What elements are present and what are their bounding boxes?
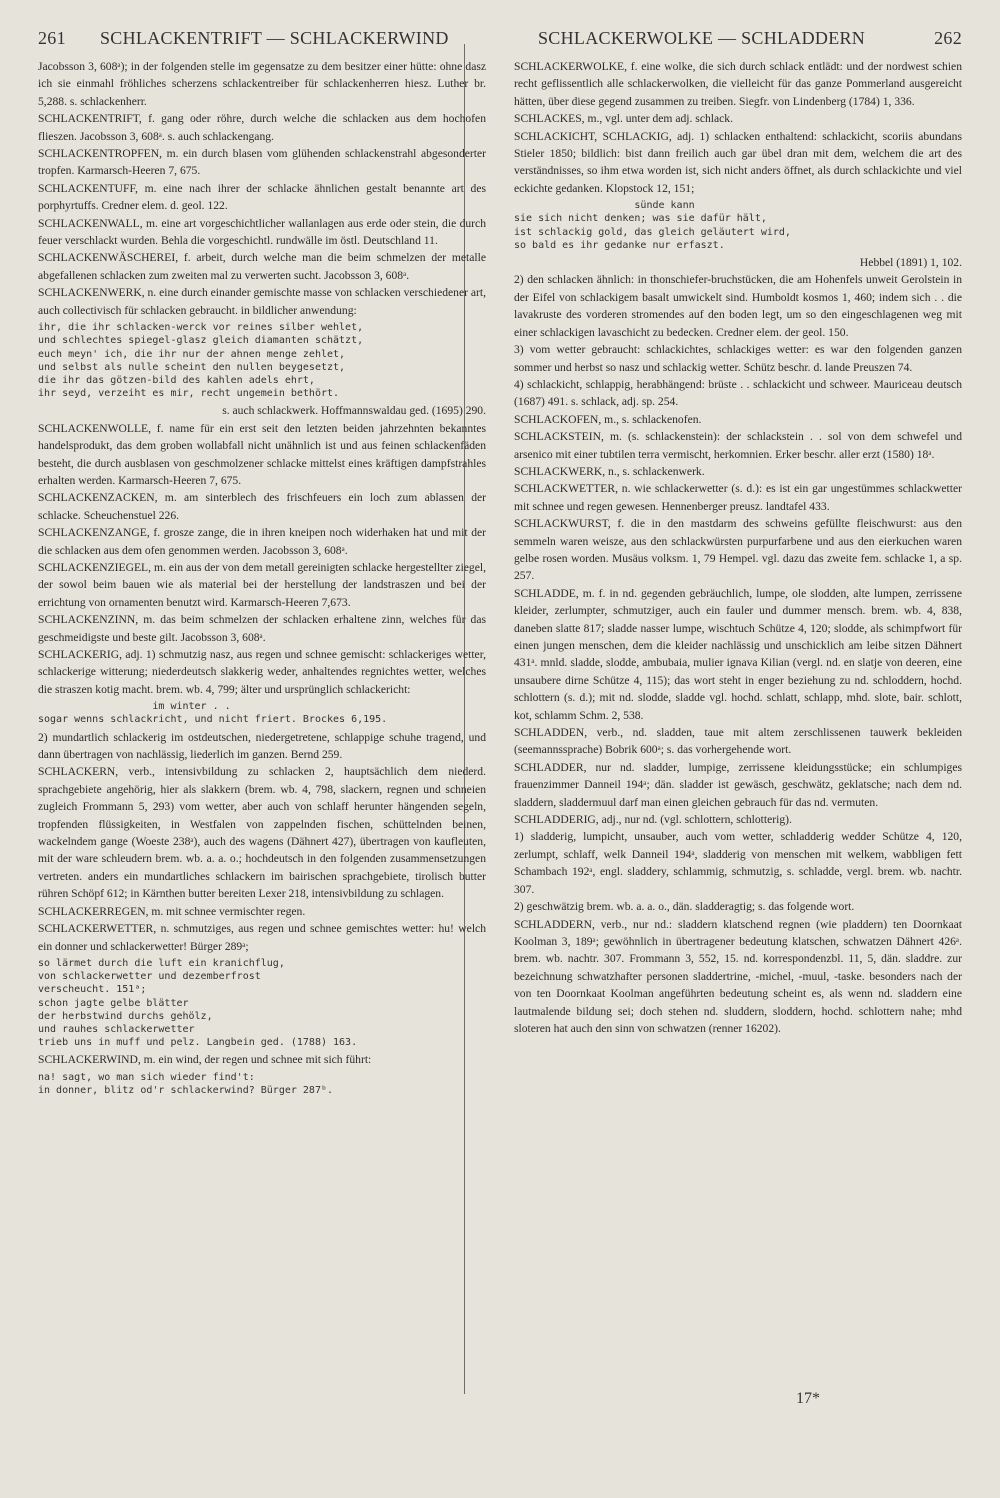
right-page-number: 262	[934, 28, 962, 48]
dictionary-entry: Jacobsson 3, 608ᵃ); in der folgenden stelle im gegensatze zu dem besitzer einer hütte: ohne dasz ich sie einmahl fröhliches scherzens schlackentreiber für schlackenherren hiesz. Luther br. 5,288. s. schlackenherr.	[38, 60, 486, 108]
dictionary-entry: SCHLACKENWALL, m. eine art vorgeschichtlicher wallanlagen aus erde oder stein, die durch feuer verschlackt wurden. Behla die vorgeschichtl. rundwälle im östl. Deutschland 11.	[38, 216, 486, 248]
right-column	[514, 58, 962, 1099]
dictionary-entry: SCHLACKENZACKEN, m. am sinterblech des frischfeuers ein loch zum ablassen der schlacke. Scheuchenstuel 226.	[38, 491, 486, 522]
dictionary-entry: SCHLADDEN, verb., nd. sladden, taue mit altem zerschlissenen tauwerk bekleiden (seemannssprache) Bobrik 600ᵃ; s. das vorhergehende wort.	[514, 726, 962, 757]
dictionary-entry: SCHLACKENZANGE, f. grosze zange, die in ihren kneipen noch widerhaken hat und mit der die schlacken aus dem ofen genommen werden. Jacobsson 3, 608ᵃ.	[38, 526, 486, 557]
columns	[38, 58, 962, 1099]
dictionary-entry: SCHLACKERWOLKE, f. eine wolke, die sich durch schlack entlädt: und der nordwest schien recht geflissentlich alle schlackerwolken, die vielleicht für das ganze Pommerland ausgereicht hätten, über diese gegend zusammen zu treiben. Siegfr. von Lindenberg (1784) 1, 336.	[514, 60, 962, 108]
dictionary-entry: SCHLACKWURST, f. die in den mastdarm des schweins gefüllte fleischwurst: aus den semmeln waren weisze, aus den schlackwürsten purpurfarbene und aus den eierkuchen waren gelbe rosen worden. Musäus volksm. 1, 79 Hempel. vgl. dazu das zweite fem. schlacke 1, a sp. 257.	[514, 517, 962, 583]
dictionary-entry: SCHLACKICHT, SCHLACKIG, adj. 1) schlacken enthaltend: schlackicht, scoriis abundans Stieler 1850; bildlich: bist dann freilich auch gar übel dran mit dem, welchem die art des verständnisses, so ihm etwa worden ist, sich nicht anders öffnet, als durch schlackichte und viel eckichte gedanken. Klopstock 12, 151;	[514, 129, 962, 195]
dictionary-entry: SCHLACKES, m., vgl. unter dem adj. schlack.	[514, 112, 733, 126]
dictionary-entry: SCHLACKENWÄSCHEREI, f. arbeit, durch welche man die beim schmelzen der metalle abgefallenen schlacken zum zweiten mal zu verwerten sucht. Jacobsson 3, 608ᵃ.	[38, 251, 486, 282]
dictionary-entry: 1) sladderig, lumpicht, unsauber, auch vom wetter, schladderig wedder Schütze 4, 120, zerlumpt, schlaff, welk Danneil 194ᵃ, sladderig von menschen mit welkem, wabbligen fett Schambach 192ᵃ, engl. sladdery, schlammig, schmutzig, s. schladde, vergl. brem. wb. nachtr. 307.	[514, 830, 962, 896]
citation-quote: sünde kann sie sich nicht denken; was sie dafür hält, ist schlackig gold, das gleich geläutert wird, so bald es ihr gedanke nur erfaszt.	[514, 200, 791, 251]
left-column	[38, 58, 486, 1099]
left-running-head: SCHLACKENTRIFT — SCHLACKERWIND	[100, 28, 449, 48]
dictionary-entry: SCHLACKENWERK, n. eine durch einander gemischte masse von schlacken verschiedener art, auch collectivisch für schlacken gebraucht. in bildlicher anwendung:	[38, 286, 486, 317]
dictionary-entry: SCHLACKWERK, n., s. schlackenwerk.	[514, 464, 705, 478]
citation-quote: ihr, die ihr schlacken-werck vor reines silber wehlet, und schlechtes spiegel-glasz gleich diamanten schätzt, euch meyn' ich, die ihr nur der ahnen menge zehlet, und selbst als nulle scheint den nullen beygesetzt, die ihr das götzen-bild des kahlen adels ehrt, ihr seyd, verzeiht es mir, recht ungemein bethört.	[38, 322, 364, 400]
citation-quote: im winter . . sogar wenns schlackricht, und nicht friert. Brockes 6,195.	[38, 701, 388, 726]
dictionary-entry: SCHLACKENTUFF, m. eine nach ihrer der schlacke ähnlichen gestalt benannte art des porphyrtuffs. Credner elem. d. geol. 122.	[38, 181, 486, 213]
dictionary-entry: 2) mundartlich schlackerig im ostdeutschen, niedergetretene, schlappige schuhe tragend, und dann übertragen von nachlässig, liederlich im ganzen. Bernd 259.	[38, 730, 486, 762]
dictionary-entry: SCHLACKOFEN, m., s. schlackenofen.	[514, 412, 702, 426]
dictionary-entry: SCHLACKENZINN, m. das beim schmelzen der schlacken erhaltene zinn, welches für das geschmeidigste und beste gilt. Jacobsson 3, 608ᵃ.	[38, 613, 486, 644]
left-page-number: 261	[38, 28, 66, 48]
dictionary-entry: SCHLACKERREGEN, m. mit schnee vermischter regen.	[38, 904, 306, 918]
citation-quote: so lärmet durch die luft ein kranichflug, von schlackerwetter und dezemberfrost verscheucht. 151ᵃ; schon jagte gelbe blätter der herbstwind durchs gehölz, und rauhes schlackerwetter trieb uns in muff und pelz. Langbein ged. (1788) 163.	[38, 957, 358, 1049]
dictionary-entry: SCHLACKENWOLLE, f. name für ein erst seit den letzten beiden jahrzehnten bekanntes handelsprodukt, das dem groben wollabfall nicht unähnlich ist und aus feinen schlackenfäden besteht, die durch ausblasen von geschmolzener schlacke mittelst eines kräftigen dampfstrahles erhalten werden. Karmarsch-Heeren 7, 675.	[38, 421, 486, 487]
dictionary-entry: 3) vom wetter gebraucht: schlackichtes, schlackiges wetter: es war den folgenden ganzen sommer und herbst so nasz und schlackig wetter. Schütz beschr. d. lande Preuszen 74.	[514, 343, 962, 374]
right-running-head: SCHLACKERWOLKE — SCHLADDERN	[538, 28, 866, 48]
dictionary-entry: SCHLADDER, nur nd. sladder, lumpige, zerrissene kleidungsstücke; ein schlumpiges frauenzimmer Danneil 194ᵃ; dän. sladder ist gewäsch, geschwätz, geklatsche; nach dem nd. sladdern, sladdermuul darf man einen gleichen gebrauch für das nd. vermuten.	[514, 760, 962, 809]
dictionary-entry: SCHLACKERWIND, m. ein wind, der regen und schnee mit sich führt:	[38, 1053, 372, 1067]
dictionary-entry: SCHLADDE, m. f. in nd. gegenden gebräuchlich, lumpe, ole slodden, alte lumpen, zerrissene kleider, zerlumpter, schmutziger, auch ein fauler und dummer mensch. brem. wb. 4, 838, daneben slatte 817; sladde nasser lumpe, wischtuch Schütze 4, 120; slodde, als schimpfwort für einen jungen menschen, dem die kleider nachlässig und unschicklich am leibe sitzen Dähnert 431ᵃ. mnld. sladde, slodde, ambubaia, mulier ignava Kilian (vergl. nd. en slatje von deeren, eine unsaubere dirne Schütze 4, 115); das wort steht in enger beziehung zu nd. schloddern, hochd. schlottern (s. d.); mit nd. slodde, sladde vgl. hochd. schlatt, schlapp, mhd. slote, bair. schlott, kot, schlamm Schm. 2, 538.	[514, 586, 962, 722]
dictionary-entry: SCHLACKENTROPFEN, m. ein durch blasen vom glühenden schlackenstrahl abgesonderter tropfen. Karmarsch-Heeren 7, 675.	[38, 147, 486, 178]
dictionary-entry: SCHLACKERIG, adj. 1) schmutzig nasz, aus regen und schnee gemischt: schlackeriges wetter, schlackerige witterung; niederdeutsch slakkerig weder, anhaltendes regnichtes wetter, welches die straszen kotig macht. brem. wb. 4, 799; älter und ursprünglich schlackericht:	[38, 648, 486, 696]
dictionary-entry: SCHLACKSTEIN, m. (s. schlackenstein): der schlackstein . . sol von dem schwefel und arsenico mit einer tubtilen terra vermischt, herkomnien. Erker beschr. aller erzt (1580) 18ᵃ.	[514, 430, 962, 461]
page-header	[38, 14, 962, 54]
dictionary-entry: 2) den schlacken ähnlich: in thonschiefer-bruchstücken, die am Hohenfels unweit Gerolstein in der Eifel von schlackigem basalt umwickelt sind. Humboldt kosmos 1, 460; indem sich . . die lavakruste des vorderen stromendes auf den boden legt, um so den eingeschlagenen weg mit einer schlackigen lavaschicht zu bedecken. Credner elem. der geol. 150.	[514, 273, 962, 339]
citation-source: Hebbel (1891) 1, 102.	[859, 256, 962, 270]
dictionary-entry: SCHLACKENTRIFT, f. gang oder röhre, durch welche die schlacken aus dem hochofen flieszen. Jacobsson 3, 608ᵃ. s. auch schlackengang.	[38, 112, 486, 143]
citation-quote: na! sagt, wo man sich wieder find't: in donner, blitz od'r schlackerwind? Bürger 287ᵇ.	[38, 1071, 334, 1096]
dictionary-entry: SCHLACKERN, verb., intensivbildung zu schlacken 2, hauptsächlich dem niederd. sprachgebiete angehörig, hier als slakkern (brem. wb. 4, 798, slackern, regnen und schneien zugleich Frommann 5, 293) vom wetter, aber auch von schlaff herunter hängenden segeln, tropfenden flüssigkeiten, in Westfalen von zappelnden fischen, schüttelnden beinen, wackelndem gange (Woeste 238ᵃ), auch des wagens (Dähnert 427), übertragen von kaufleuten, mit der ware schleudern brem. wb. a. a. o.; hochdeutsch in den folgenden zusammensetzungen vertreten. anders ein mundartliches schlackern im bairischen sprachgebiete, tirolisch butter rühren Schöpf 612; in Kärnthen butter bereiten Lexer 218, intensivbildung zu schlagen.	[38, 765, 486, 901]
dictionary-entry: SCHLACKENZIEGEL, m. ein aus der von dem metall gereinigten schlacke hergestellter ziegel, der sowol beim bauen wie als material bei der herstellung der landstraszen und bei der errichtung von ornamenten benutzt wird. Karmarsch-Heeren 7,673.	[38, 560, 486, 609]
citation-source: s. auch schlackwerk. Hoffmannswaldau ged. (1695) 290.	[222, 404, 486, 418]
signature-mark: 17*	[796, 1390, 820, 1407]
dictionary-entry: 2) geschwätzig brem. wb. a. a. o., dän. sladderagtig; s. das folgende wort.	[514, 900, 855, 914]
dictionary-entry: SCHLACKWETTER, n. wie schlackerwetter (s. d.): es ist ein gar ungestümmes schlackwetter mit schnee und regen gewesen. Hennenberger preusz. landtafel 433.	[514, 482, 962, 513]
dictionary-entry: SCHLACKERWETTER, n. schmutziges, aus regen und schnee gemischtes wetter: hu! welch ein donner und schlackerwetter! Bürger 289ᵃ;	[38, 922, 486, 953]
dictionary-entry: 4) schlackicht, schlappig, herabhängend: brüste . . schlackicht und schweer. Mauriceau deutsch (1687) 491. s. schlack, adj. sp. 254.	[514, 377, 962, 409]
dictionary-entry: SCHLADDERIG, adj., nur nd. (vgl. schlottern, schlotterig).	[514, 813, 792, 827]
dictionary-entry: SCHLADDERN, verb., nur nd.: sladdern klatschend regnen (wie pladdern) ten Doornkaat Koolman 3, 189ᵃ; gewöhnlich in übertragener bedeutung klatschen, schwatzen Dähnert 426ᵃ. brem. wb. nachtr. 307. Frommann 3, 552, 15. nd. korrespondenzbl. 11, 5, dän. sladdre. zur bezeichnung schwatzhafter personen sladdertrine, -michel, -muul, -taske. besonders nach der von ten Doornkaat Koolman angeführten bedeutung scheint es, als wenn nd. sladdern eine lautmalende bildung sei; doch stehen nd. sluddern, sloddern, hochd. schlottern nahe; mhd sloteren hat auch den sinn von schwatzen (renner 16202).	[514, 917, 962, 1035]
